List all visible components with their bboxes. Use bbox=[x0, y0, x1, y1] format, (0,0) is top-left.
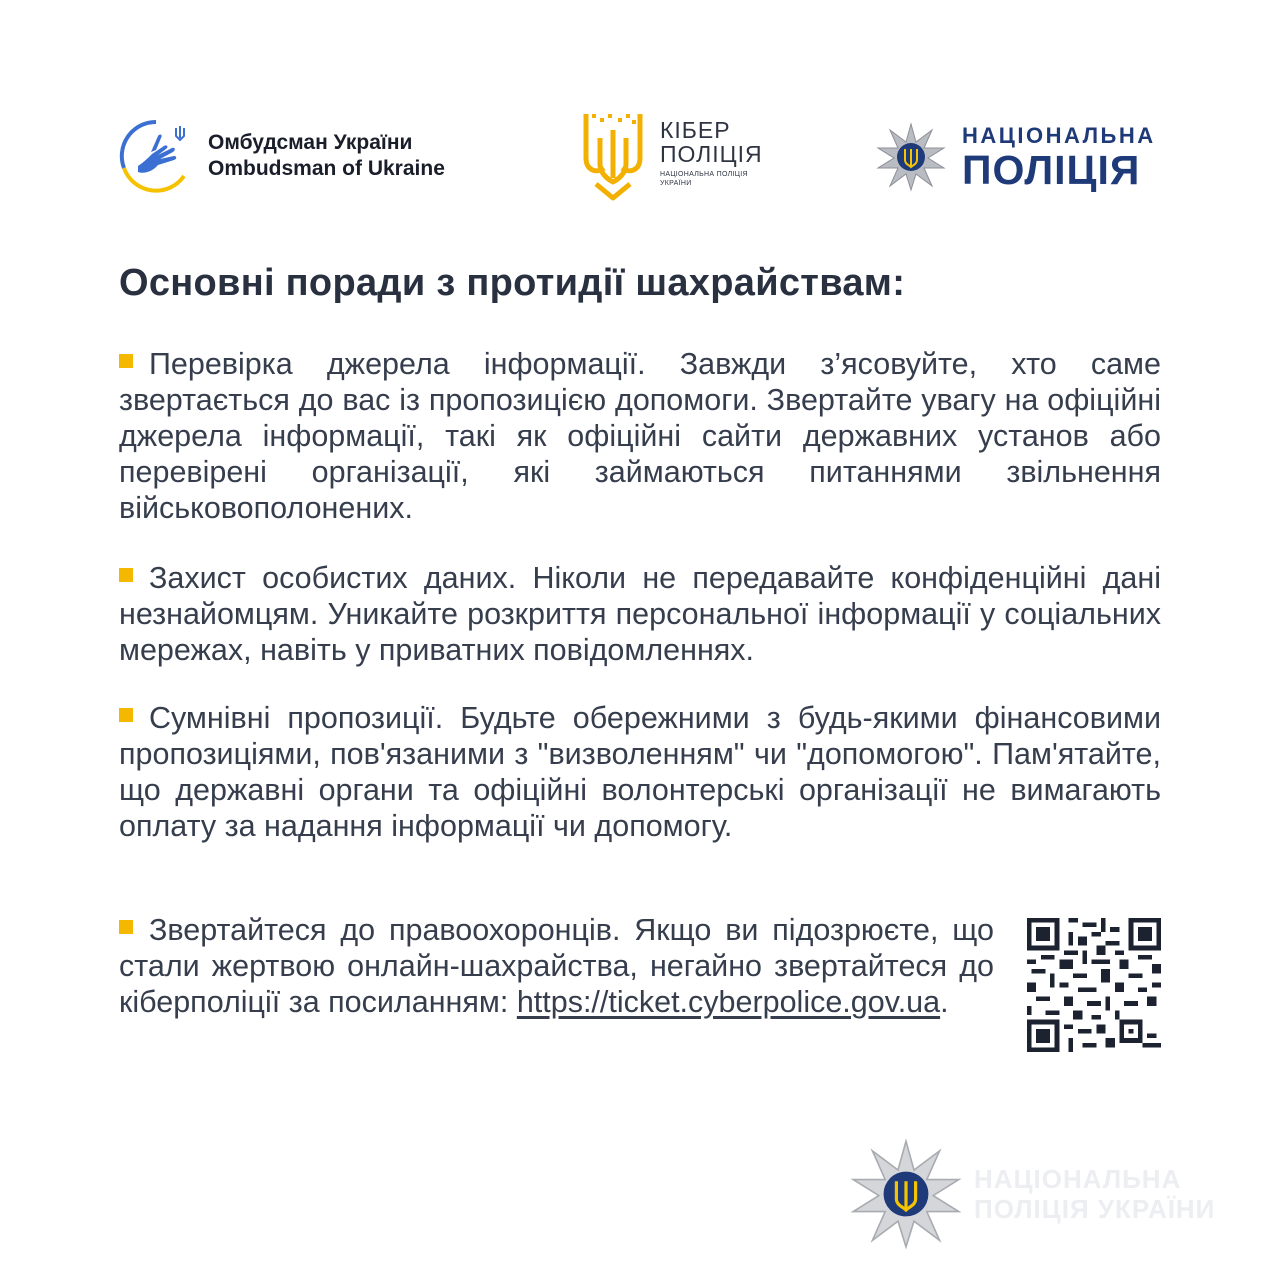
watermark-line-2: ПОЛІЦІЯ УКРАЇНИ bbox=[974, 1194, 1216, 1224]
bullet-square-icon bbox=[119, 354, 133, 368]
watermark-police-badge-icon bbox=[850, 1138, 962, 1250]
tip-text-after: . bbox=[940, 985, 949, 1019]
bullet-square-icon bbox=[119, 920, 133, 934]
tip-text: Захист особистих даних. Ніколи не передавайте конфіденційні дані незнайомцям. Уникайте розкриття персональної інформації у соціальних мережах, навіть у приватних повідомленнях. bbox=[119, 561, 1161, 667]
cyber-title-2: ПОЛІЦІЯ bbox=[660, 141, 763, 167]
ombudsman-logo bbox=[118, 118, 445, 194]
tip-text: Звертайтеся до правоохоронців. Якщо ви підозрюєте, що стали жертвою онлайн-шахрайства, негайно звертайтеся до кіберполіції за посиланням: bbox=[119, 913, 994, 1019]
cyber-trident-icon bbox=[578, 108, 648, 202]
tip-source-check bbox=[119, 346, 1161, 526]
tip-text: Сумнівні пропозиції. Будьте обережними з будь-якими фінансовими пропозиціями, пов'язаними з "визволенням" чи "допомогою". Пам'ятайте, що державні органи та офіційні волонтерські організації не вимагають оплату за надання інформації чи допомогу. bbox=[119, 701, 1161, 843]
tip-personal-data bbox=[119, 560, 1161, 668]
national-police-logo bbox=[876, 122, 1156, 192]
tip-dubious-offers bbox=[119, 700, 1161, 844]
cyber-subtitle-1: НАЦІОНАЛЬНА ПОЛІЦІЯ bbox=[660, 171, 748, 178]
police-watermark bbox=[850, 1138, 1215, 1250]
cyber-police-logo bbox=[578, 108, 763, 202]
ombudsman-name-ua: Омбудсман України bbox=[208, 131, 413, 154]
ombudsman-hand-icon bbox=[118, 118, 194, 194]
cyber-subtitle-2: УКРАЇНИ bbox=[660, 180, 692, 187]
watermark-line-1: НАЦІОНАЛЬНА bbox=[974, 1164, 1182, 1194]
ombudsman-name-en: Ombudsman of Ukraine bbox=[208, 157, 445, 180]
tip-text: Перевірка джерела інформації. Завжди з’ясовуйте, хто саме звертається до вас із пропозицією допомоги. Звертайте увагу на офіційні джерела інформації, такі як офіційні сайти державних установ або перевірені організації, які займаються питаннями звільнення військовополонених. bbox=[119, 347, 1161, 525]
bullet-square-icon bbox=[119, 708, 133, 722]
cyberpolice-link[interactable]: https://ticket.cyberpolice.gov.ua bbox=[516, 985, 941, 1019]
bullet-square-icon bbox=[119, 568, 133, 582]
tip-contact-police bbox=[119, 912, 994, 1020]
national-police-title-2: ПОЛІЦІЯ bbox=[962, 147, 1141, 193]
national-police-title-1: НАЦІОНАЛЬНА bbox=[962, 123, 1156, 148]
page-title: Основні поради з протидії шахрайствам: bbox=[119, 262, 906, 304]
qr-code[interactable] bbox=[1027, 918, 1161, 1052]
logos-row bbox=[0, 100, 1280, 210]
cyber-title-1: КІБЕР bbox=[660, 117, 731, 143]
police-star-badge-icon bbox=[876, 122, 946, 192]
